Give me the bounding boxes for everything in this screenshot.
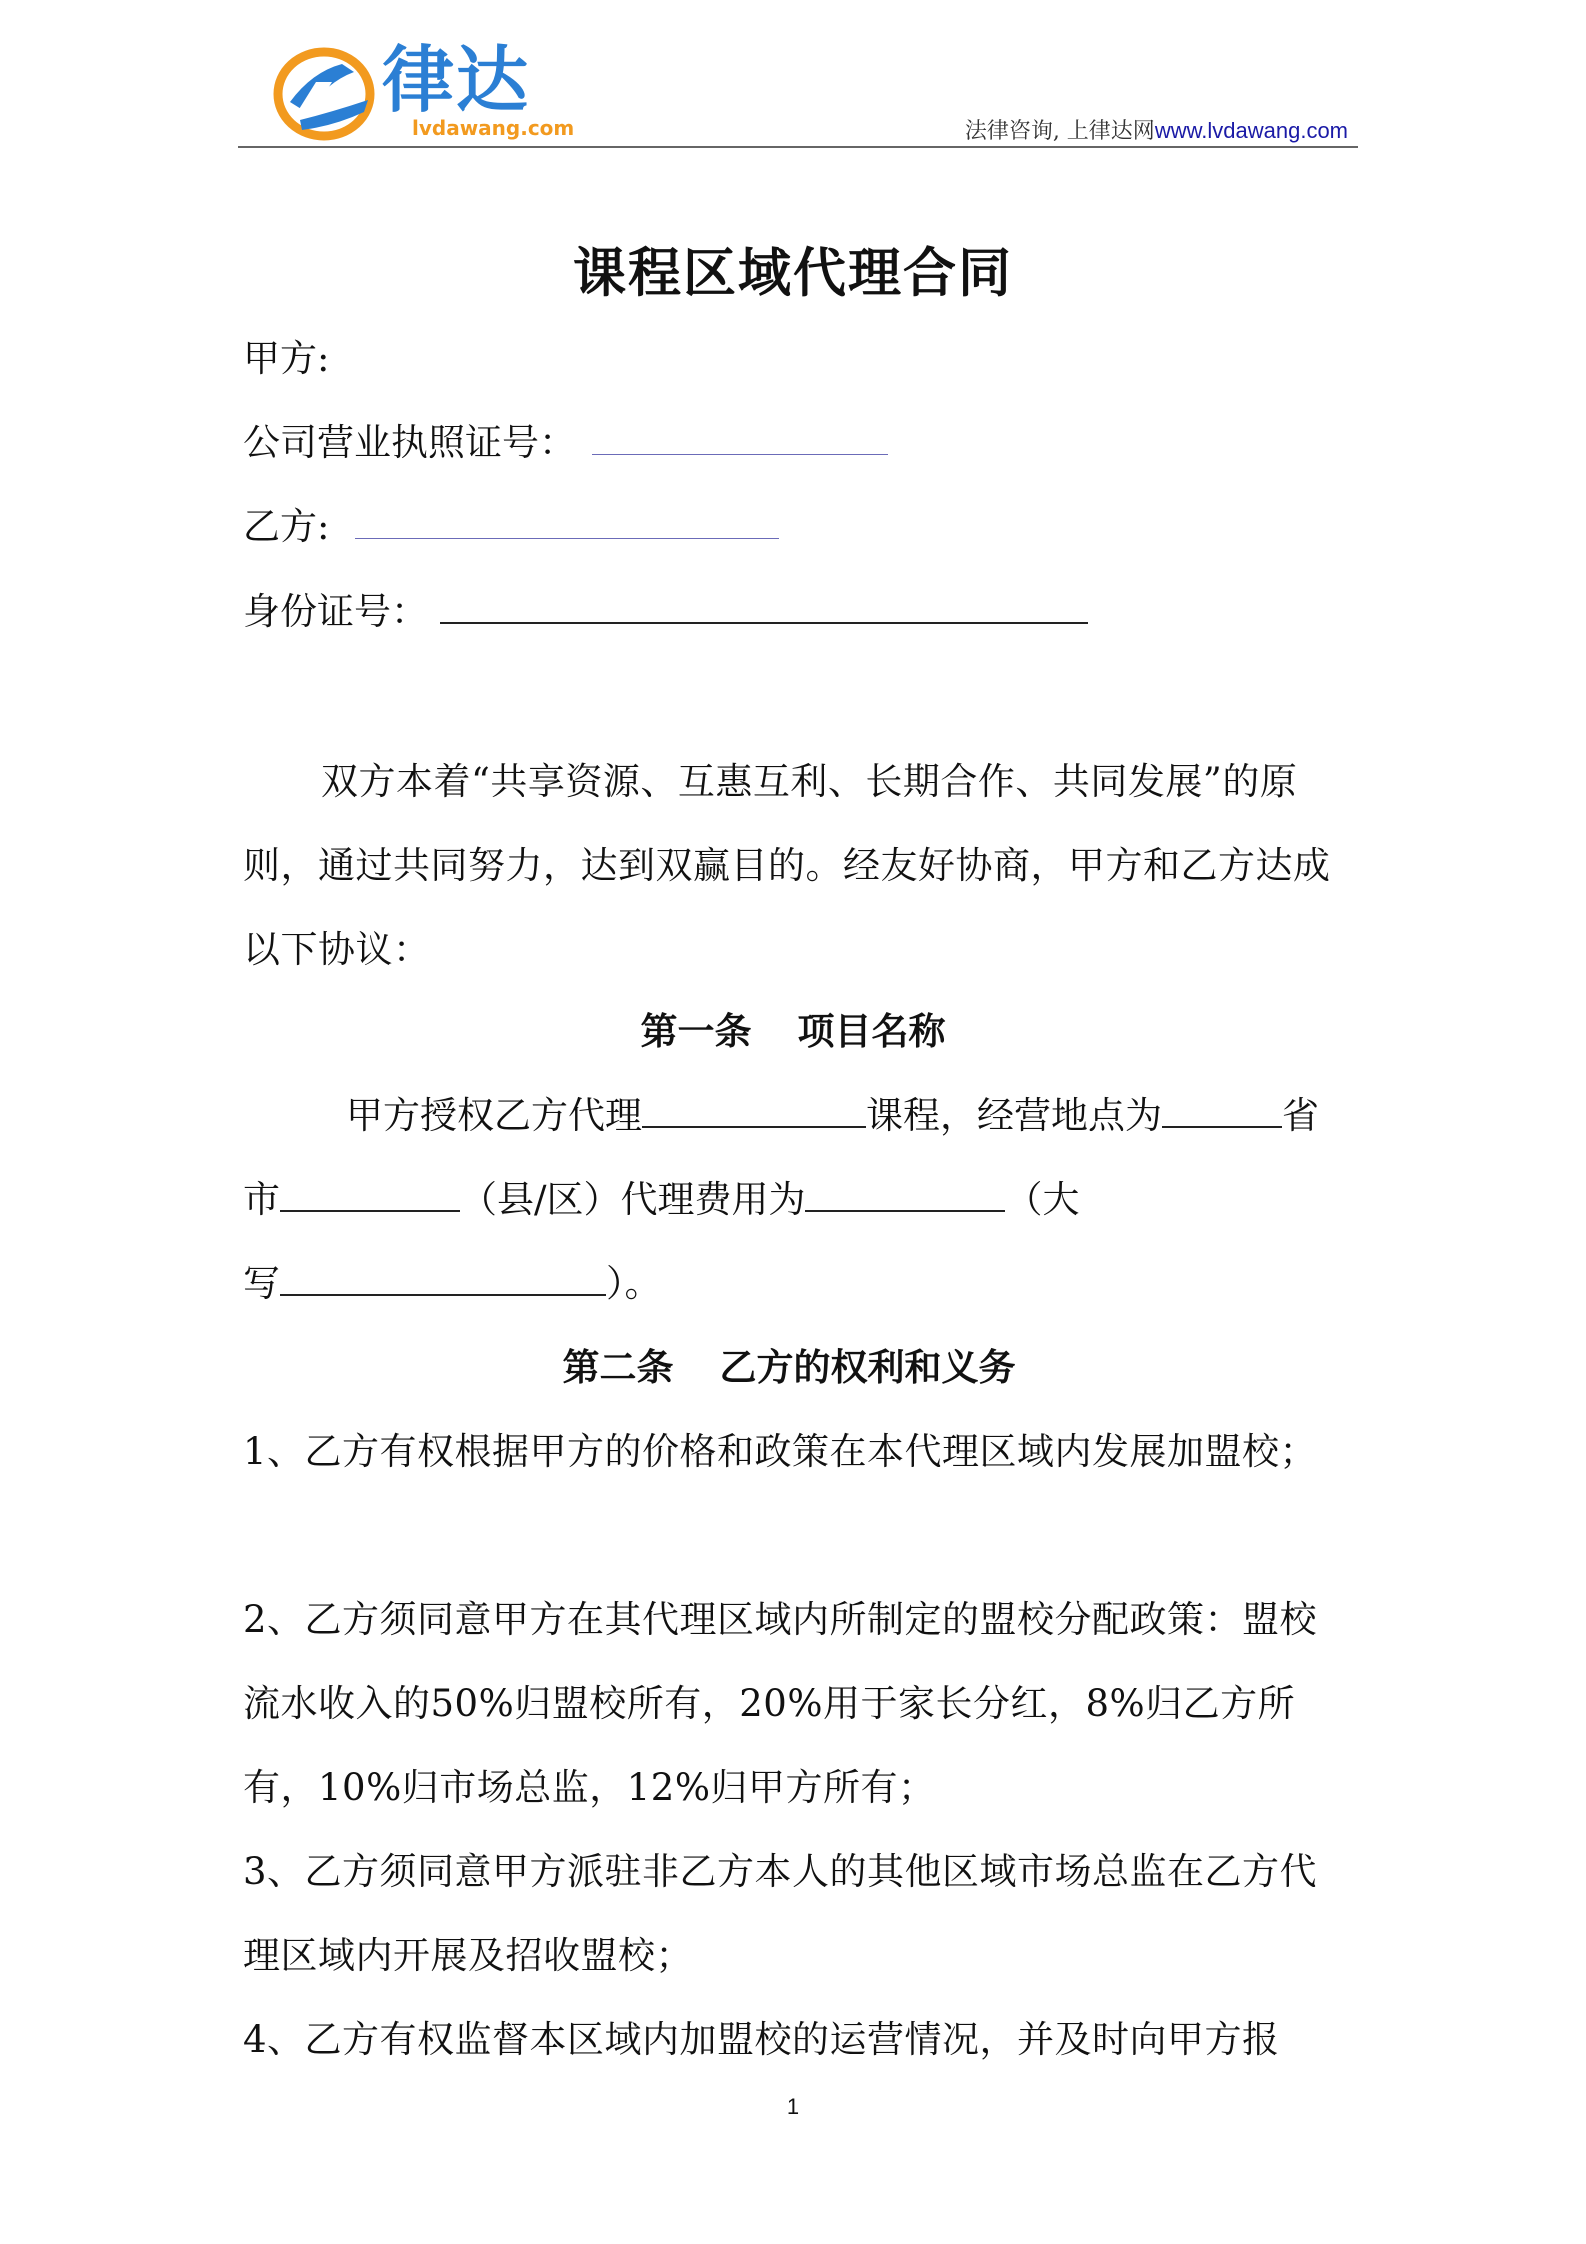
header-tagline (965, 114, 1348, 145)
party-b-blank[interactable] (355, 502, 779, 539)
license-blank[interactable] (592, 418, 888, 455)
license-line (243, 418, 888, 468)
article2-item-1: 1、乙方有权根据甲方的价格和政策在本代理区域内发展加盟校； (243, 1430, 1318, 1473)
fee-blank[interactable] (805, 1174, 1005, 1212)
article1-text-5: （县/区）代理费用为 (460, 1178, 806, 1221)
page-header (238, 36, 1358, 148)
id-blank[interactable] (440, 586, 1088, 624)
intro-text: 双方本着“共享资源、互惠互利、长期合作、共同发展”的原则，通过共同努力，达到双赢目的。经友好协商，甲方和乙方达成以下协议： (243, 760, 1331, 971)
header-divider (238, 146, 1358, 148)
article1-text-6: （大 (1005, 1178, 1080, 1221)
article1-text-3: 省 (1282, 1094, 1319, 1137)
lvdawang-logo (272, 36, 575, 142)
article2-item-2: 2、乙方须同意甲方在其代理区域内所制定的盟校分配政策：盟校流水收入的50%归盟校所有，20%用于家长分红，8%归乙方所有，10%归市场总监，12%归甲方所有； (243, 1598, 1318, 1809)
article1-line2 (243, 1174, 1079, 1225)
article1-number: 第一条 (640, 1009, 752, 1053)
province-blank[interactable] (1162, 1090, 1282, 1128)
article2-number: 第二条 (562, 1345, 674, 1389)
article1-text-4: 市 (243, 1178, 280, 1221)
article1-text-8: ）。 (606, 1262, 662, 1305)
city-blank[interactable] (280, 1174, 460, 1212)
article1-text-1: 甲方授权乙方代理 (346, 1094, 642, 1137)
logo-swoosh-icon (272, 42, 382, 142)
article2-heading (0, 1342, 1582, 1392)
fee-capital-blank[interactable] (280, 1258, 606, 1296)
logo-chinese-text: 律达 (382, 38, 531, 122)
tagline-prefix: 法律咨询, 上律达网 (964, 119, 1155, 144)
article1-title: 项目名称 (797, 1009, 946, 1053)
id-label: 身份证号： (243, 590, 428, 633)
logo-domain-text: lvdawang.com (412, 116, 575, 140)
article1-text-2: 课程，经营地点为 (866, 1094, 1162, 1137)
article1-text-7: 写 (243, 1262, 280, 1305)
article1-line3 (243, 1258, 662, 1309)
intro-paragraph (243, 740, 1353, 992)
article1-line1 (346, 1090, 1319, 1141)
article2-item-4: 4、乙方有权监督本区域内加盟校的运营情况，并及时向甲方报 (243, 2018, 1280, 2061)
license-label: 公司营业执照证号： (243, 421, 576, 464)
page-number: 1 (786, 2094, 800, 2119)
course-blank[interactable] (642, 1090, 866, 1128)
tagline-url[interactable]: www.lvdawang.com (1154, 118, 1348, 143)
article2-title: 乙方的权利和义务 (719, 1345, 1016, 1389)
article2-item-3: 3、乙方须同意甲方派驻非乙方本人的其他区域市场总监在乙方代理区域内开展及招收盟校； (243, 1850, 1318, 1977)
party-a-label: 甲方: (243, 337, 330, 380)
id-line (243, 586, 1088, 637)
article1-heading (0, 1006, 1586, 1056)
party-a-line (243, 334, 329, 384)
party-b-line (243, 502, 779, 552)
party-b-label: 乙方: (243, 505, 330, 548)
document-title: 课程区域代理合同 (573, 242, 1013, 304)
